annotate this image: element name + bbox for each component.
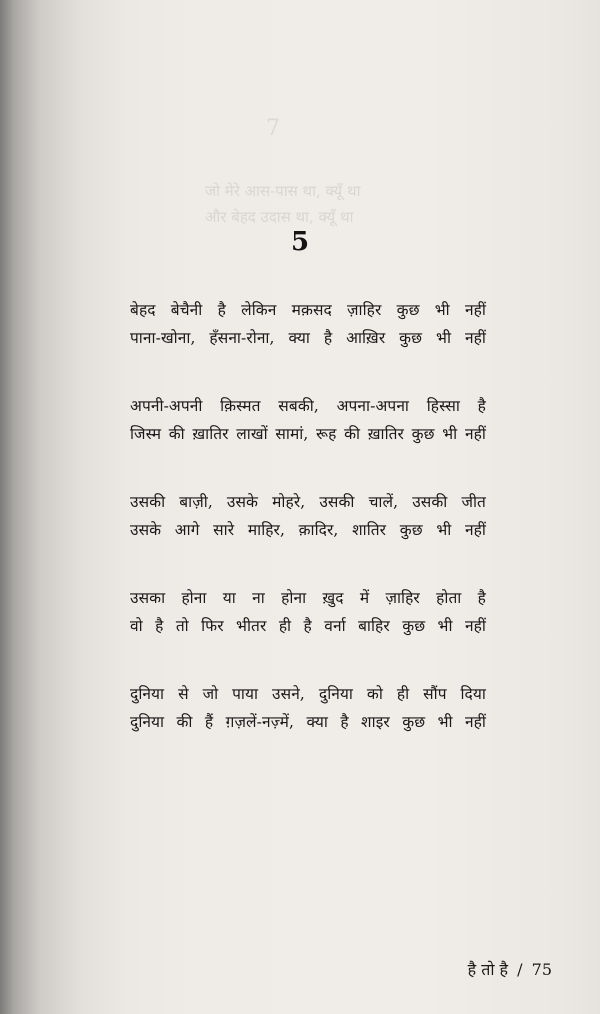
show-through-number: 7	[266, 116, 280, 141]
verse-line: बेहद बेचैनी है लेकिन मक़सद ज़ाहिर कुछ भी नहीं	[130, 301, 486, 319]
verse-line: वो है तो फिर भीतर ही है वर्ना बाहिर कुछ भी नहीं	[130, 617, 486, 635]
verse-line: अपनी-अपनी क़िस्मत सबकी, अपना-अपना हिस्सा है	[130, 397, 486, 415]
stanza	[130, 680, 486, 736]
verse-line: जिस्म की ख़ातिर लाखों सामां, रूह की ख़ातिर कुछ भी नहीं	[130, 425, 486, 443]
verse-line: दुनिया की हैं ग़ज़लें-नज़्में, क्या है शाइर कुछ भी नहीं	[130, 713, 486, 731]
verse-line: पाना-खोना, हँसना-रोना, क्या है आख़िर कुछ भी नहीं	[130, 329, 486, 347]
stanza	[130, 392, 486, 448]
poem-body	[130, 296, 486, 776]
book-title: है तो है	[467, 960, 509, 979]
page-number: 75	[531, 960, 552, 979]
stanza	[130, 488, 486, 544]
stanza	[130, 296, 486, 352]
verse-line: उसकी बाज़ी, उसके मोहरे, उसकी चालें, उसकी जीत	[130, 493, 486, 511]
footer-separator: /	[517, 960, 523, 979]
show-through-line: और बेहद उदास था, क्यूँ था	[205, 208, 354, 226]
stanza	[130, 584, 486, 640]
verse-line: दुनिया से जो पाया उसने, दुनिया को ही सौंप दिया	[130, 685, 486, 703]
poem-number: 5	[290, 227, 310, 257]
verse-line: उसका होना या ना होना ख़ुद में ज़ाहिर होता है	[130, 589, 486, 607]
show-through-line: जो मेरे आस-पास था, क्यूँ था	[205, 182, 361, 200]
page-footer	[468, 958, 552, 980]
verse-line: उसके आगे सारे माहिर, क़ादिर, शातिर कुछ भी नहीं	[130, 521, 486, 539]
